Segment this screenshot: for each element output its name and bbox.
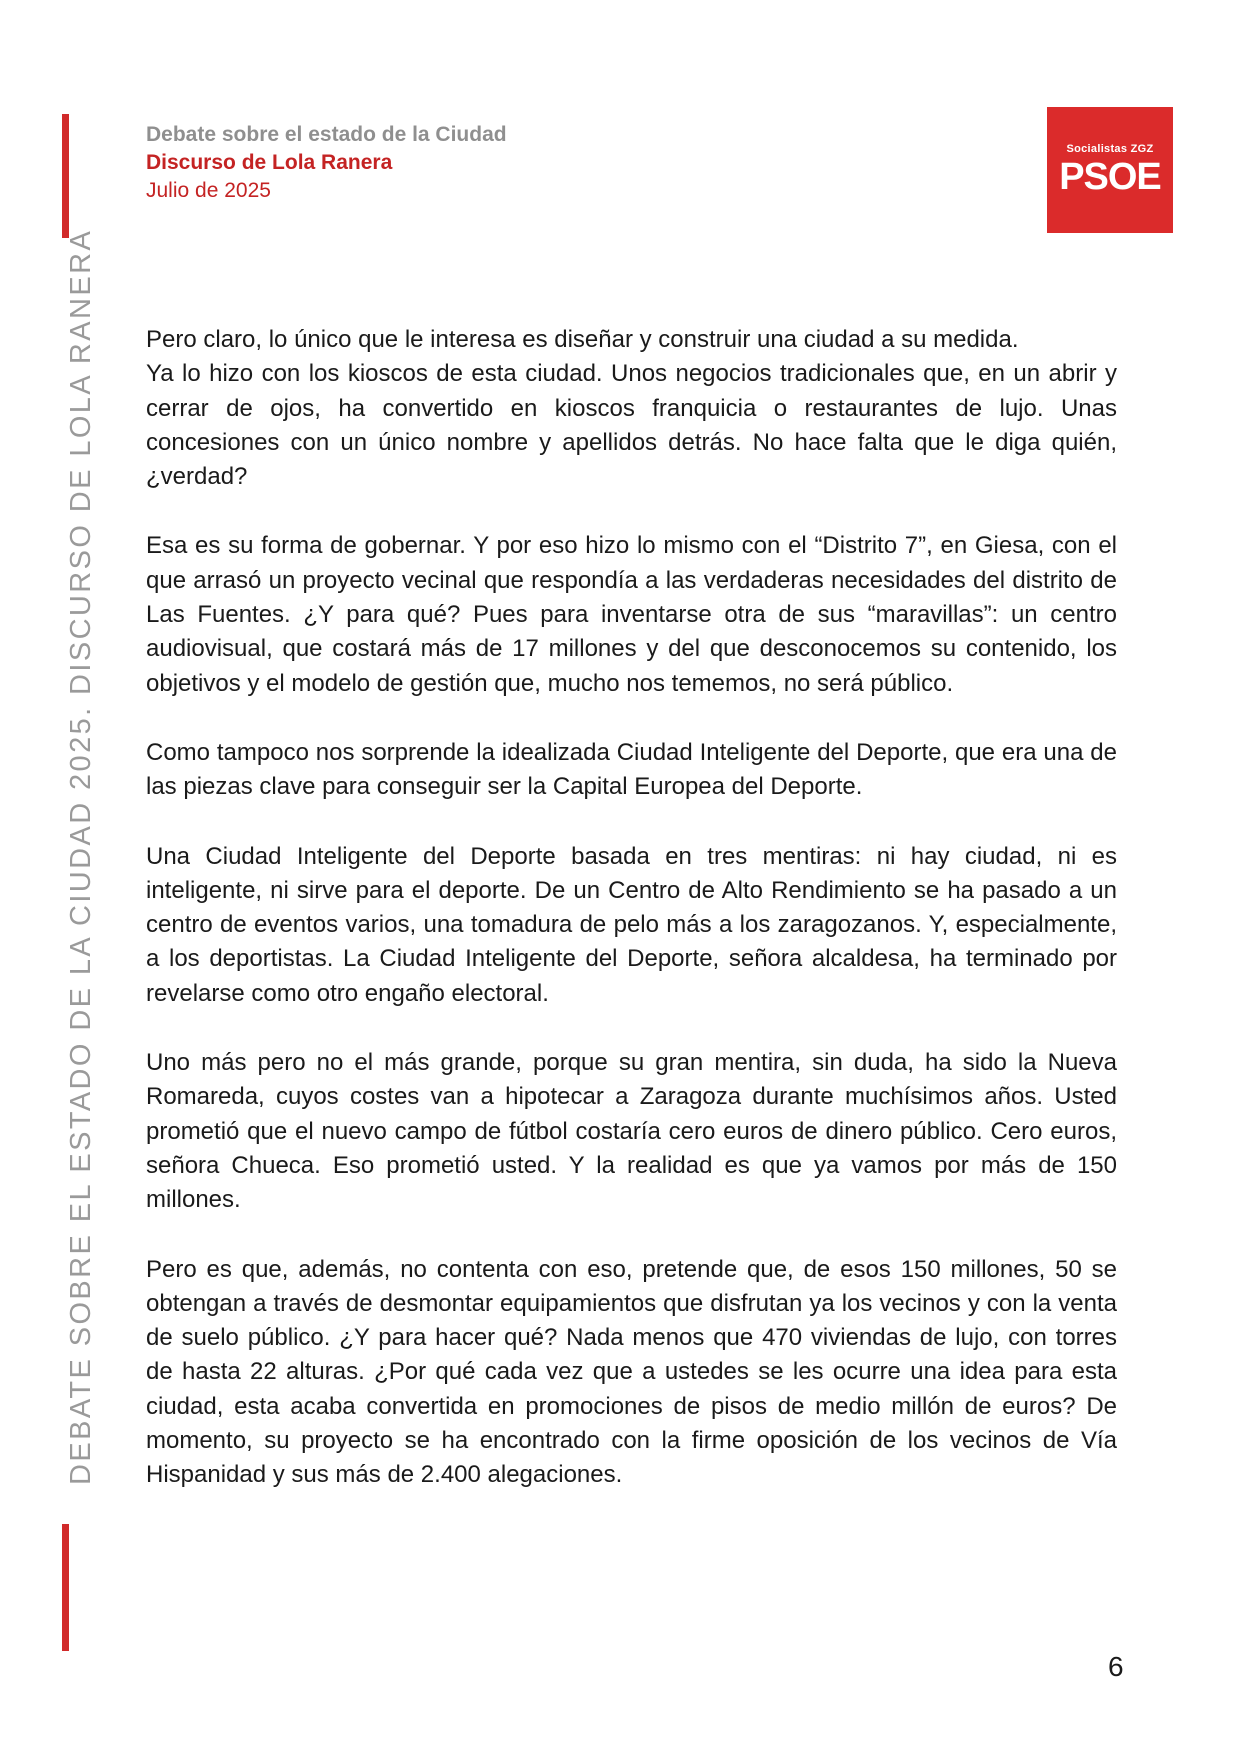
page-number: 6 — [1108, 1651, 1124, 1682]
document-header — [146, 121, 507, 205]
paragraph: Como tampoco nos sorprende la idealizada Ciudad Inteligente del Deporte, que era una de las piezas clave para conseguir ser la Capital Europea del Deporte. — [146, 738, 1117, 801]
logo-wordmark: PSOE — [1059, 156, 1161, 198]
vertical-side-label: DEBATE SOBRE EL ESTADO DE LA CIUDAD 2025. DISCURSO DE LOLA RANERA — [65, 228, 97, 1485]
decorative-red-bar-bottom — [62, 1524, 69, 1651]
header-speech-title: Discurso de Lola Ranera — [146, 151, 393, 174]
paragraph: Pero es que, además, no contenta con eso, pretende que, de esos 150 millones, 50 se obtengan a través de desmontar equipamientos que disfrutan ya los vecinos y con la venta de suelo público. ¿Y para hacer qué? Nada menos que 470 viviendas de lujo, con torres de hasta 22 alturas. ¿Por qué cada vez que a ustedes se les ocurre una idea para esta ciudad, esta acaba convertida en promociones de pisos de medio millón de euros? De momento, su proyecto se ha encontrado con la firme oposición de los vecinos de Vía Hispanidad y sus más de 2.400 alegaciones. — [146, 1255, 1117, 1489]
header-date: Julio de 2025 — [146, 179, 271, 202]
decorative-red-bar-top — [62, 114, 69, 238]
paragraph: Uno más pero no el más grande, porque su gran mentira, sin duda, ha sido la Nueva Romareda, cuyos costes van a hipotecar a Zaragoza durante muchísimos años. Usted prometió que el nuevo campo de fútbol costaría cero euros de dinero público. Cero euros, señora Chueca. Eso prometió usted. Y la realidad es que ya vamos por más de 150 millones. — [146, 1049, 1117, 1214]
paragraph: Una Ciudad Inteligente del Deporte basada en tres mentiras: ni hay ciudad, ni es inteligente, ni sirve para el deporte. De un Centro de Alto Rendimiento se ha pasado a un centro de eventos varios, una tomadura de pelo más a los zaragozanos. Y, especialmente, a los deportistas. La Ciudad Inteligente del Deporte, señora alcaldesa, ha terminado por revelarse como otro engaño electoral. — [146, 842, 1117, 1007]
paragraph: Esa es su forma de gobernar. Y por eso hizo lo mismo con el “Distrito 7”, en Giesa, con el que arrasó un proyecto vecinal que respondía a las verdaderas necesidades del distrito de Las Fuentes. ¿Y para qué? Pues para inventarse otra de sus “maravillas”: un centro audiovisual, que costará más de 17 millones y del que desconocemos su contenido, los objetivos y el modelo de gestión que, mucho nos tememos, no será público. — [146, 532, 1117, 697]
speech-body — [146, 323, 1117, 1528]
psoe-logo — [1047, 107, 1173, 233]
paragraph: Pero claro, lo único que le interesa es diseñar y construir una ciudad a su medida. — [146, 326, 1019, 353]
header-event: Debate sobre el estado de la Ciudad — [146, 123, 507, 146]
logo-subtitle: Socialistas ZGZ — [1066, 143, 1154, 155]
paragraph: Ya lo hizo con los kioscos de esta ciudad. Unos negocios tradicionales que, en un abrir y cerrar de ojos, ha convertido en kioscos franquicia o restaurantes de lujo. Unas concesiones con un único nombre y apellidos detrás. No hace falta que le diga quién, ¿verdad? — [146, 360, 1117, 491]
